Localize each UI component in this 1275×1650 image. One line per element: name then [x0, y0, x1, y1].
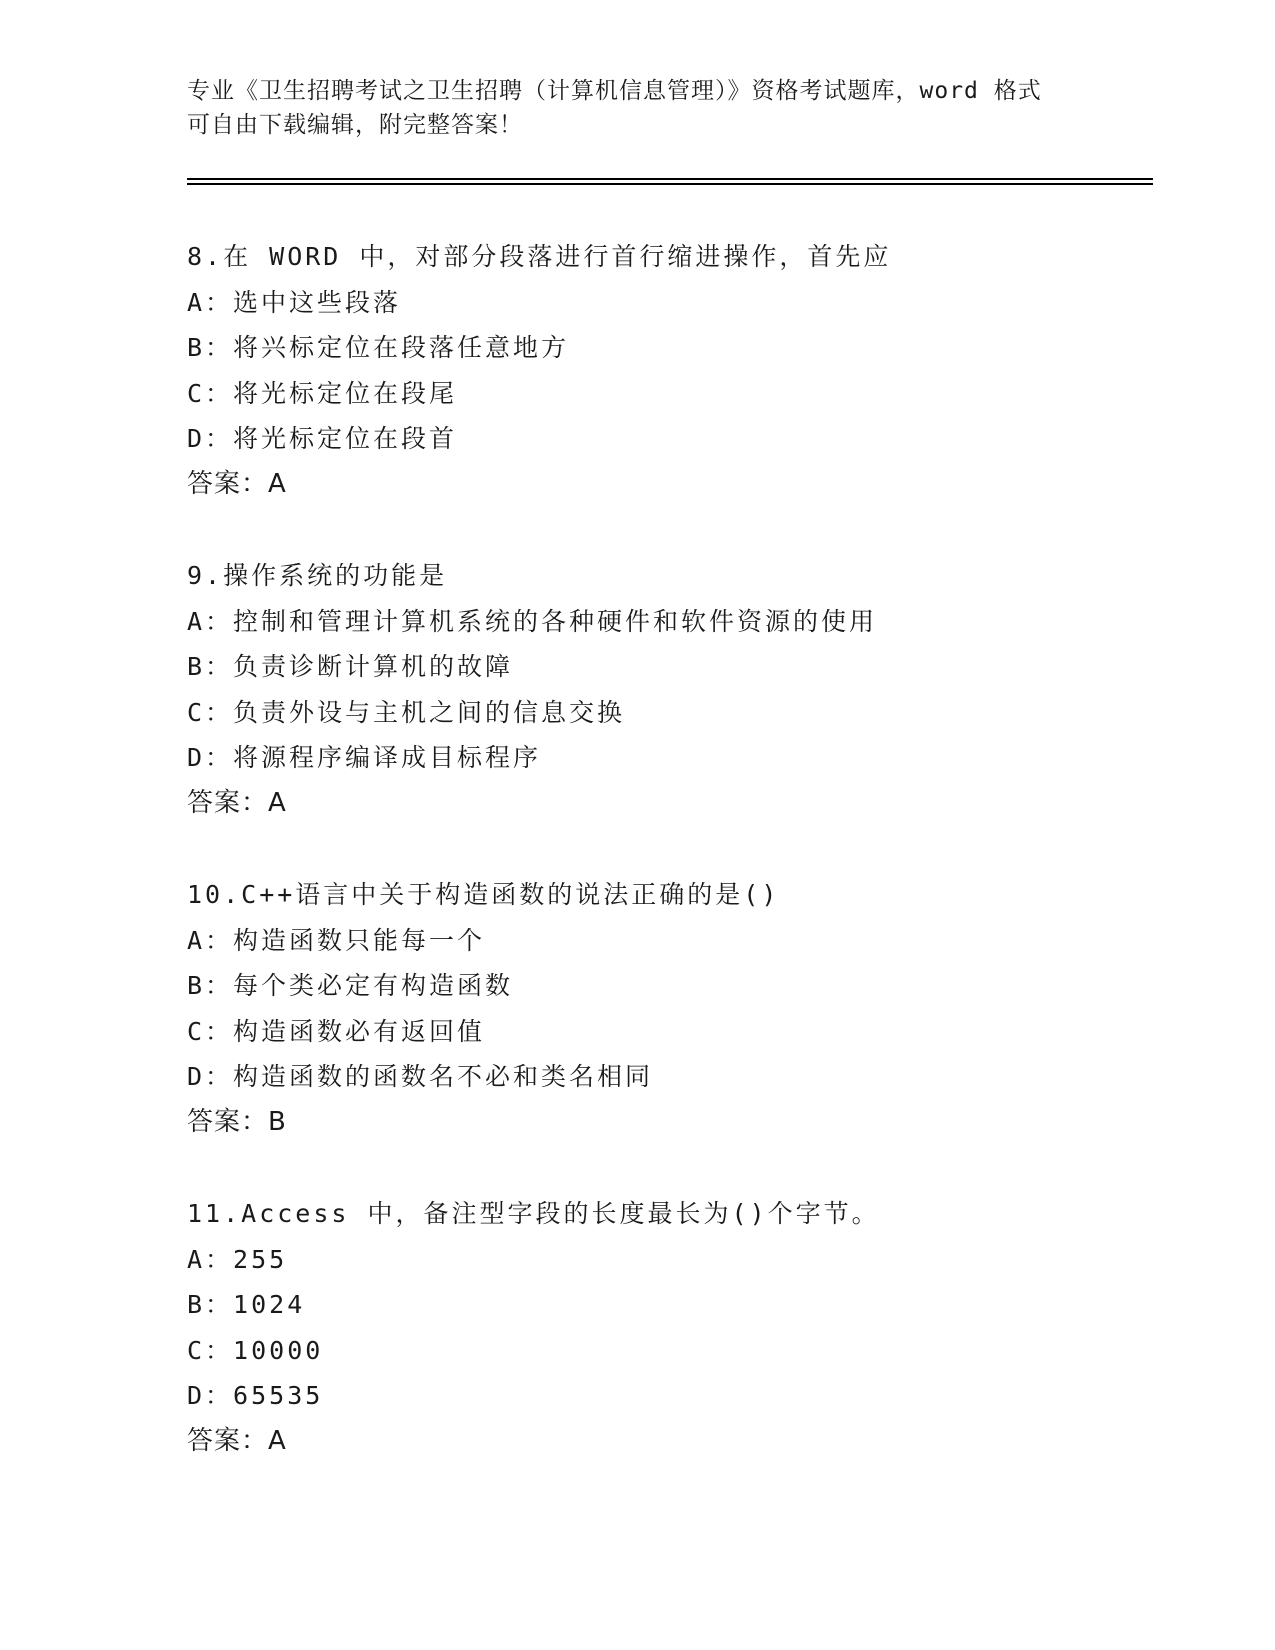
question-block [187, 553, 1187, 826]
answer-line: 答案：B [187, 1106, 287, 1137]
option-c: C：将光标定位在段尾 [187, 378, 458, 408]
option-b: B：将兴标定位在段落任意地方 [187, 333, 570, 362]
option-d: D：65535 [187, 1381, 324, 1410]
question-block [187, 234, 1187, 507]
header-line-1: 专业《卫生招聘考试之卫生招聘（计算机信息管理）》资格考试题库，word 格式 [187, 78, 1042, 104]
option-b: B：每个类必定有构造函数 [187, 971, 514, 1000]
header-divider-top [187, 178, 1153, 180]
option-a: A：255 [187, 1244, 288, 1274]
option-b: B：负责诊断计算机的故障 [187, 652, 514, 681]
option-a: A：控制和管理计算机系统的各种硬件和软件资源的使用 [187, 606, 878, 636]
option-d: D：将源程序编译成目标程序 [187, 743, 542, 772]
option-a: A：构造函数只能每一个 [187, 925, 486, 955]
option-a: A：选中这些段落 [187, 287, 402, 317]
document-header [187, 74, 1087, 142]
answer-line: 答案：A [187, 787, 287, 818]
header-line-2: 可自由下载编辑，附完整答案！ [187, 112, 523, 138]
question-block [187, 872, 1187, 1145]
option-c: C：负责外设与主机之间的信息交换 [187, 697, 626, 727]
option-b: B：1024 [187, 1290, 306, 1319]
question-block [187, 1191, 1187, 1464]
question-stem: 10.C++语言中关于构造函数的说法正确的是() [187, 880, 780, 909]
answer-line: 答案：A [187, 468, 287, 499]
option-c: C：10000 [187, 1335, 324, 1365]
answer-line: 答案：A [187, 1425, 287, 1456]
question-stem: 11.Access 中，备注型字段的长度最长为()个字节。 [187, 1199, 880, 1228]
option-d: D：构造函数的函数名不必和类名相同 [187, 1062, 654, 1091]
option-c: C：构造函数必有返回值 [187, 1016, 486, 1046]
header-divider-bottom [187, 183, 1153, 185]
question-stem: 8.在 WORD 中，对部分段落进行首行缩进操作，首先应 [187, 242, 892, 271]
question-stem: 9.操作系统的功能是 [187, 561, 448, 590]
option-d: D：将光标定位在段首 [187, 424, 458, 453]
